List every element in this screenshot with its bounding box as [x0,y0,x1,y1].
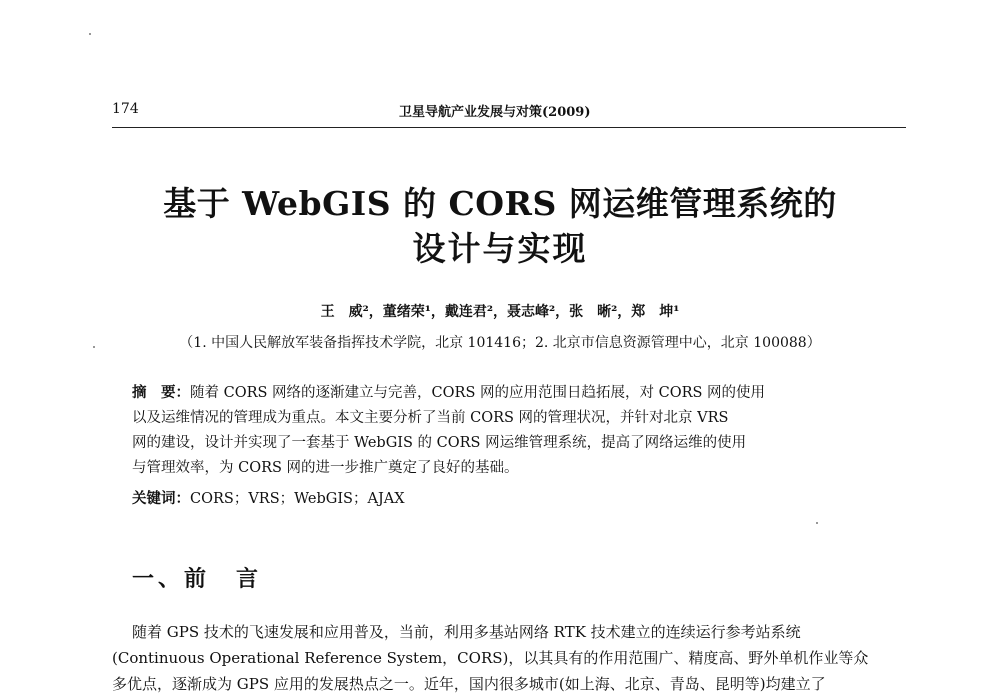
abstract-line: 与管理效率，为 CORS 网的进一步推广奠定了良好的基础。 [132,460,519,476]
affiliations: （1. 中国人民解放军装备指挥技术学院，北京 101416；2. 北京市信息资源管理中心，北京 100088） [179,335,821,351]
paper-title-line-2: 设计与实现 [412,229,588,268]
paper-title-line-1: 基于 WebGIS 的 CORS 网运维管理系统的 [163,184,837,223]
abstract-line: 网的建设，设计并实现了一套基于 WebGIS 的 CORS 网运维管理系统，提高了网络运维的使用 [132,435,747,451]
section-heading: 一、前 言 [132,567,263,592]
header-rule [112,127,906,128]
abstract [132,381,868,481]
abstract-text: 随着 CORS 网络的逐渐建立与完善，CORS 网的应用范围日趋拓展，对 CORS 网的使用 [190,385,766,401]
scan-speck [89,33,91,35]
body-paragraph [112,619,902,697]
abstract-line [132,381,868,406]
body-line: (Continuous Operational Reference System，CORS)，以其具有的作用范围广、精度高、野外单机作业等众 [112,649,869,667]
keywords [132,487,405,508]
body-line: 多优点，逐渐成为 GPS 应用的发展热点之一。近年，国内很多城市(如上海、北京、青岛、昆明等)均建立了 [112,675,826,693]
scan-speck [816,522,818,524]
author-list: 王 威²，董绪荣¹，戴连君²，聂志峰²，张 晰²，郑 坤¹ [320,304,680,320]
page-number: 174 [112,101,139,117]
keywords-value: CORS；VRS；WebGIS；AJAX [190,491,405,507]
keywords-label: 关键词： [132,491,190,507]
running-header: 卫星导航产业发展与对策(2009) [399,105,591,120]
abstract-label: 摘 要： [132,385,190,401]
abstract-line: 以及运维情况的管理成为重点。本文主要分析了当前 CORS 网的管理状况，并针对北京 VRS [132,410,729,426]
body-line: 随着 GPS 技术的飞速发展和应用普及，当前，利用多基站网络 RTK 技术建立的连续运行参考站系统 [132,623,801,641]
